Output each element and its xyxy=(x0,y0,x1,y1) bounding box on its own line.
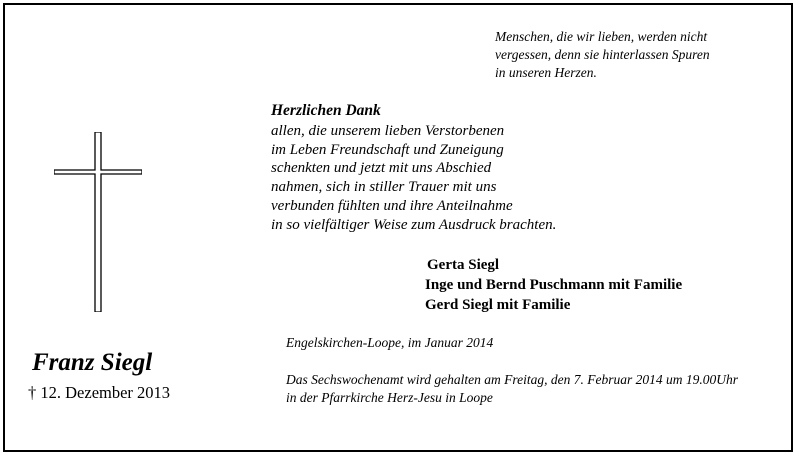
thanks-line: allen, die unserem lieben Verstorbenen xyxy=(271,122,505,139)
family-signatures xyxy=(425,255,682,315)
thanks-line: in so vielfältiger Weise zum Ausdruck brachten. xyxy=(271,216,557,233)
thanks-line: schenkten und jetzt mit uns Abschied xyxy=(271,160,492,177)
quote-line: Menschen, die wir lieben, werden nicht xyxy=(495,29,708,44)
mass-announcement xyxy=(286,371,738,407)
thanks-block xyxy=(271,102,556,235)
memorial-quote xyxy=(495,28,710,82)
death-date: † 12. Dezember 2013 xyxy=(28,383,171,402)
quote-line: vergessen, denn sie hinterlassen Spuren xyxy=(495,47,710,62)
thanks-line: verbunden fühlten und ihre Anteilnahme xyxy=(271,197,513,214)
cross-icon xyxy=(54,132,142,312)
place-date: Engelskirchen-Loope, im Januar 2014 xyxy=(286,335,494,350)
thanks-line: im Leben Freundschaft und Zuneigung xyxy=(271,141,504,158)
mass-line: in der Pfarrkirche Herz-Jesu in Loope xyxy=(286,390,493,405)
thanks-heading: Herzlichen Dank xyxy=(271,102,381,119)
thanks-line: nahmen, sich in stiller Trauer mit uns xyxy=(271,179,497,196)
family-line: Gerta Siegl xyxy=(427,257,500,273)
family-line: Gerd Siegl mit Familie xyxy=(425,297,571,313)
family-line: Inge und Bernd Puschmann mit Familie xyxy=(425,277,683,293)
deceased-name: Franz Siegl xyxy=(32,349,153,376)
quote-line: in unseren Herzen. xyxy=(495,65,597,80)
mass-line: Das Sechswochenamt wird gehalten am Freitag, den 7. Februar 2014 um 19.00Uhr xyxy=(286,372,738,387)
